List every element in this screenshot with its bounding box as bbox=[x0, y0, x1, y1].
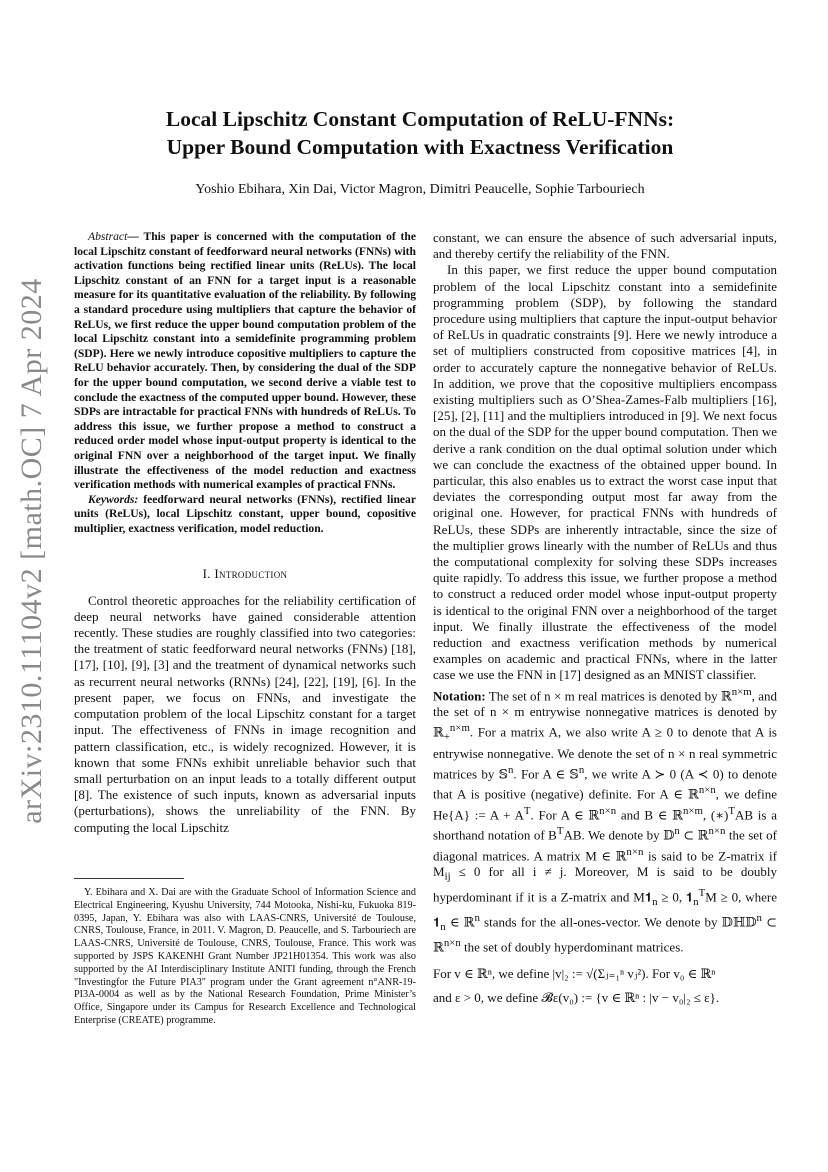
notation-sup: n bbox=[474, 912, 480, 925]
notation-sup: T bbox=[556, 825, 564, 838]
keywords bbox=[74, 493, 416, 537]
notation-label: Notation: bbox=[433, 688, 486, 704]
notation-text: and B ∈ ℝ bbox=[616, 807, 683, 823]
intro-paragraph-1-continued: constant, we can ensure the absence of such adversarial inputs, and thereby certify the reliability of the FNN. bbox=[433, 230, 777, 262]
notation-sup: n×n bbox=[443, 937, 461, 950]
paper-title bbox=[70, 105, 770, 161]
notation-text: AB. We denote by 𝔻 bbox=[563, 827, 675, 843]
notation-sup: n×m bbox=[449, 722, 470, 735]
notation-sup: n×n bbox=[708, 825, 726, 838]
title-line-2: Upper Bound Computation with Exactness Verification bbox=[166, 135, 674, 159]
notation-sup: n×n bbox=[626, 845, 644, 858]
notation-sup: n bbox=[756, 912, 762, 925]
footnote-text: Y. Ebihara and X. Dai are with the Graduate School of Information Science and Electrical Engineering, Kyushu University, 744 Motooka, Nishi-ku, Fukuoka 819-0395, Japan, Y. Ebihara was also with LAAS-CNRS, Université de Toulouse, CNRS, Toulouse, France, in 2011. V. Magron, D. Peaucelle, and S. Tarbouriech are LAAS-CNRS, Université de Toulouse, CNRS, Toulouse, France. This work was supported by JSPS KAKENHI Grant Number JP21H01354. This work was also supported by the AI Interdisciplinary Institute ANITI funding, through the French "Investingfor the Future PIA3" program under the Grant agreement n°ANR-19-PI3A-0004 as well as by the National Research Foundation, Prime Minister’s Office, Singapore under its Campus for Research Excellence and Technological Enterprise (CREATE) programme. bbox=[74, 887, 416, 1026]
notation-sup: T bbox=[523, 804, 531, 817]
section-number: I. bbox=[202, 566, 215, 582]
notation-text: ≥ 0, 𝟏 bbox=[657, 889, 694, 905]
footnote-rule bbox=[74, 878, 184, 879]
right-column bbox=[433, 230, 777, 1006]
notation-sup: n×m bbox=[682, 804, 703, 817]
notation-text: M ≥ 0, where 𝟏 bbox=[433, 889, 777, 930]
norm-definition: For v ∈ ℝⁿ, we define |v|₂ := √(Σⱼ₌₁ⁿ vⱼ²). For v₀ ∈ ℝⁿ bbox=[433, 965, 716, 981]
section-title: Introduction bbox=[214, 566, 288, 582]
arxiv-identifier: arXiv:2310.11104v2 [math.OC] 7 Apr 2024 bbox=[15, 278, 48, 824]
section-heading-introduction bbox=[74, 566, 416, 582]
notation-sub: n bbox=[693, 896, 699, 909]
abstract-label: Abstract bbox=[88, 230, 128, 243]
left-column bbox=[74, 230, 416, 836]
intro-paragraph-2: In this paper, we first reduce the upper bound computation problem of the local Lipschitz constant into a semidefinite programming problem (SDP), by following the standard procedure using multipliers that capture the input-output behavior of ReLUs in quadratic constraints [9]. Here we newly introduce a set of multipliers constructed from copositive matrices [4], in order to accurately capture the nonnegative behavior of ReLUs. In addition, we prove that the copositive multipliers encompass existing multipliers such as O’Shea-Zames-Falb multipliers [16], [25], [2], [11] and the multipliers introduced in [9]. We next focus on the dual of the SDP for the upper bound computation. Then we derive a rank condition on the dual optimal solution under which we can conclude the exactness of the obtained upper bound. In particular, this also enables us to extract the worst case input that deviates the corresponding output most far away from the original one. However, for practical FNNs with hundreds of ReLUs, these SDPs are inherently intractable, since the size of the multiplier grows linearly with the number of ReLUs and thus the computational complexity for solving these SDPs increases quite rapidly. To address this issue, we further propose a method to construct a reduced order model whose input-output property is identical to the original FNN over a neighborhood of the target input. We finally illustrate the effectiveness of the model reduction and exactness verification methods by numerical examples on academic and practical FNNs, where in the latter case we use the FNN in [17] designed as an MNIST classifier. bbox=[433, 262, 777, 683]
notation-text: . For A ∈ ℝ bbox=[530, 807, 600, 823]
keywords-text: feedforward neural networks (FNNs), rectified linear units (ReLUs), local Lipschitz constant, upper bound, copositive multiplier, exactness verification, model reduction. bbox=[74, 492, 416, 535]
author-footnote bbox=[74, 887, 416, 1028]
notation-text: , and the set of n × m entrywise nonnegative matrices is denoted by ℝ bbox=[433, 688, 777, 740]
arxiv-sidebar-stamp bbox=[12, 278, 52, 824]
notation-text: , we write A ≻ 0 (A ≺ 0) to denote that A is positive (negative) definite. For A ∈ ℝ bbox=[433, 766, 777, 802]
notation-text: AB is a shorthand notation of B bbox=[433, 807, 777, 843]
notation-sup: n×n bbox=[698, 784, 716, 797]
notation-sup: T bbox=[728, 804, 735, 817]
notation-text: is said to be Z-matrix if M bbox=[433, 848, 777, 880]
notation-text: the set of doubly hyperdominant matrices. bbox=[460, 939, 684, 955]
notation-sup: n×m bbox=[731, 685, 752, 698]
notation-text: , (∗) bbox=[702, 807, 729, 823]
intro-paragraph-1: Control theoretic approaches for the reliability certification of deep neural networks have gained considerable attention recently. These studies are roughly classified into two categories: the treatment of static feedforward neural networks (FNNs) [18], [17], [10], [9], [3] and the treatment of dynamical networks such as recurrent neural networks (RNNs) [24], [22], [19], [6]. In the present paper, we focus on FNNs, and investigate the computation problem of the local Lipschitz constant for a target input. The effectiveness of FNNs in image recognition and pattern classification, etc., is widely recognized. However, it is known that some FNNs exhibit unreliable behavior such that small perturbation on an input leads to a totally different output [8]. The existence of such inputs, known as adversarial inputs (perturbations), shows the unreliability of the FNN. By computing the local Lipschitz bbox=[74, 592, 416, 835]
title-line-1: Local Lipschitz Constant Computation of ReLU-FNNs: bbox=[165, 107, 675, 131]
notation-paragraph bbox=[433, 684, 777, 956]
notation-sup: n bbox=[578, 763, 585, 776]
notation-text: The set of n × m real matrices is denoted by ℝ bbox=[485, 688, 732, 704]
notation-sub: ij bbox=[444, 871, 451, 883]
notation-sup: n bbox=[674, 825, 680, 838]
notation-sup: n×n bbox=[599, 804, 617, 817]
ball-definition: and ε > 0, we define 𝓑ε(v₀) := {v ∈ ℝⁿ : |v − v₀|₂ ≤ ε}. bbox=[433, 990, 720, 1006]
notation-text: ⊂ ℝ bbox=[679, 827, 709, 843]
notation-text: ∈ ℝ bbox=[445, 914, 475, 930]
notation-sup: T bbox=[698, 887, 706, 900]
notation-text: ≤ 0 for all i ≠ j. Moreover, M is said to be doubly hyperdominant if it is a Z-matrix and M𝟏 bbox=[433, 864, 777, 905]
abstract bbox=[74, 230, 416, 493]
keywords-label: Keywords: bbox=[88, 492, 139, 506]
notation-text: . For A ∈ 𝕊 bbox=[513, 766, 579, 782]
notation-text: , we define He{A} := A + A bbox=[433, 786, 777, 823]
notation-text: ⊂ ℝ bbox=[433, 914, 778, 955]
notation-sub: + bbox=[443, 731, 450, 744]
notation-sub: n bbox=[440, 921, 446, 934]
author-list: Yoshio Ebihara, Xin Dai, Victor Magron, Dimitri Peaucelle, Sophie Tarbouriech bbox=[195, 182, 645, 197]
notation-text: the set of diagonal matrices. A matrix M ∈ ℝ bbox=[433, 827, 777, 864]
notation-text: stands for the all-ones-vector. We denote by 𝔻ℍ𝔻 bbox=[479, 914, 757, 930]
notation-sub: n bbox=[652, 896, 658, 909]
notation-sup: n bbox=[507, 763, 514, 776]
abstract-text: — This paper is concerned with the computation of the local Lipschitz constant of feedforward neural networks (FNNs) with activation functions being rectified linear units (ReLUs). The local Lipschitz constant of an FNN for a target input is a reasonable measure for its quantitative evaluation of the reliability. By following a standard procedure using multipliers that capture the behavior of ReLUs, we first reduce the upper bound computation problem of the local Lipschitz constant into a semidefinite programming problem (SDP). Here we newly introduce copositive multipliers to capture the ReLU behavior accurately. Then, by considering the dual of the SDP for the upper bound computation, we second derive a viable test to conclude the exactness of the computed upper bound. However, these SDPs are intractable for practical FNNs with hundreds of ReLUs. To address this issue, we further propose a method to construct a reduced order model whose input-output property is identical to the original FNN over a neighborhood of the target input. We finally illustrate the effectiveness of the model reduction and exactness verification methods with numerical examples of practical FNNs. bbox=[74, 230, 416, 492]
notation-text: . For a matrix A, we also write A ≥ 0 to denote that A is entrywise nonnegative. We denote the set of n × n real symmetric matrices by 𝕊 bbox=[433, 724, 777, 782]
